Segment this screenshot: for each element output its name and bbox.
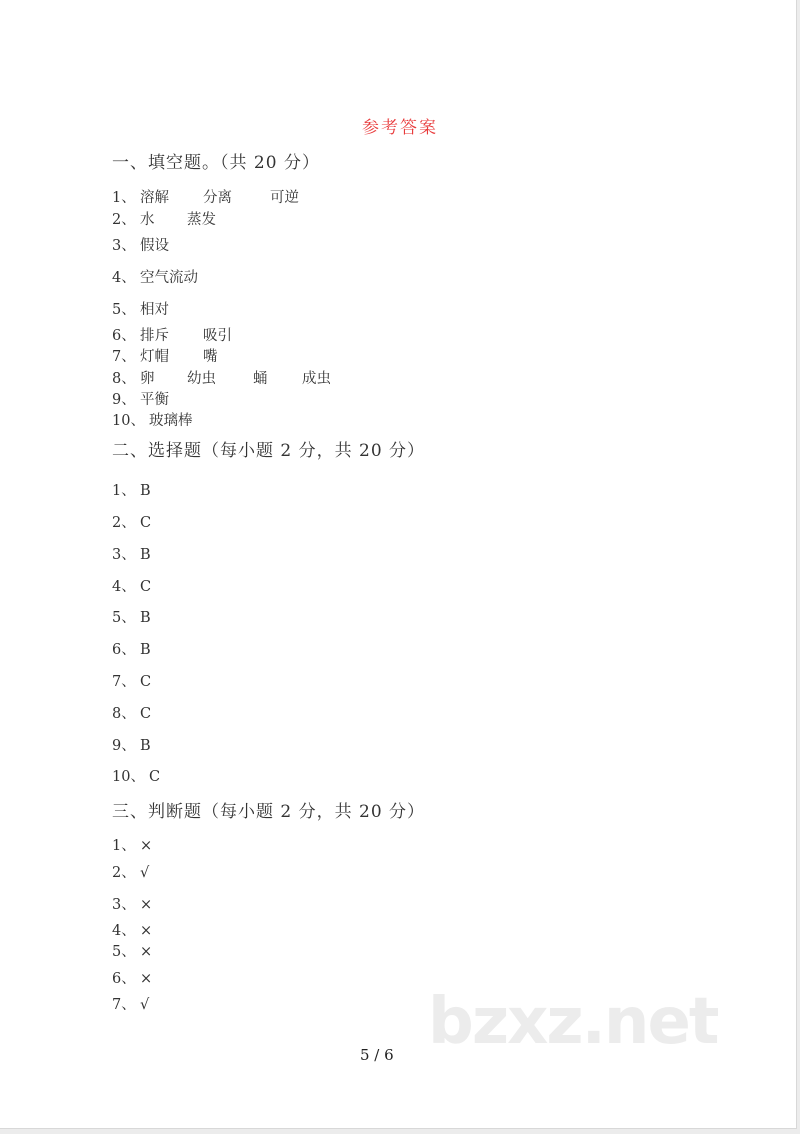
answer-item xyxy=(112,673,512,691)
item-number: 9、 xyxy=(112,392,136,408)
answer-item xyxy=(112,301,512,319)
answer-item xyxy=(112,189,512,207)
section-heading: 三、判断题（每小题 2 分，共 20 分） xyxy=(112,802,426,822)
item-number: 6、 xyxy=(112,971,136,987)
answer-text: B xyxy=(140,610,151,626)
answer-item xyxy=(112,864,512,882)
answer-item xyxy=(112,327,512,345)
answer-item xyxy=(112,546,512,564)
item-number: 7、 xyxy=(112,349,136,365)
answer-item xyxy=(112,237,512,255)
answer-text: 蛹 xyxy=(253,371,268,387)
item-number: 3、 xyxy=(112,897,136,913)
item-number: 5、 xyxy=(112,610,136,626)
answer-text: 幼虫 xyxy=(187,371,216,387)
answer-item xyxy=(112,641,512,659)
answer-text: 相对 xyxy=(140,302,169,318)
item-number: 5、 xyxy=(112,302,136,318)
item-number: 2、 xyxy=(112,515,136,531)
answer-text: 排斥 xyxy=(140,328,169,344)
answer-item xyxy=(112,768,512,786)
answer-text: C xyxy=(140,579,152,595)
section-heading: 一、填空题。（共 20 分） xyxy=(112,153,320,173)
answer-item xyxy=(112,348,512,366)
answer-item xyxy=(112,705,512,723)
answer-text: B xyxy=(140,738,151,754)
item-number: 10、 xyxy=(112,413,145,429)
answer-item xyxy=(112,837,512,855)
item-number: 8、 xyxy=(112,706,136,722)
answer-text: × xyxy=(140,838,153,854)
answer-text: × xyxy=(140,923,153,939)
answer-text: B xyxy=(140,642,151,658)
answer-text: B xyxy=(140,483,151,499)
item-number: 7、 xyxy=(112,997,136,1013)
item-number: 6、 xyxy=(112,328,136,344)
item-number: 9、 xyxy=(112,738,136,754)
item-number: 4、 xyxy=(112,270,136,286)
answer-text: 假设 xyxy=(140,238,169,254)
answer-text: C xyxy=(140,706,152,722)
answer-text: √ xyxy=(140,997,150,1013)
answer-text: 成虫 xyxy=(302,371,331,387)
answer-text: 平衡 xyxy=(140,392,169,408)
item-number: 10、 xyxy=(112,769,145,785)
answer-text: × xyxy=(140,944,153,960)
page-number: 5 / 6 xyxy=(360,1046,394,1064)
item-number: 5、 xyxy=(112,944,136,960)
answer-item xyxy=(112,269,512,287)
answer-item xyxy=(112,896,512,914)
answer-item xyxy=(112,737,512,755)
answer-text: 空气流动 xyxy=(140,270,198,286)
answer-text: 玻璃棒 xyxy=(149,413,193,429)
answer-item xyxy=(112,391,512,409)
answer-text: √ xyxy=(140,865,150,881)
answer-item xyxy=(112,922,512,940)
answer-text: × xyxy=(140,897,153,913)
answer-item xyxy=(112,211,512,229)
item-number: 4、 xyxy=(112,579,136,595)
item-number: 3、 xyxy=(112,547,136,563)
answer-item xyxy=(112,482,512,500)
item-number: 1、 xyxy=(112,190,136,206)
answer-text: 分离 xyxy=(203,190,232,206)
item-number: 8、 xyxy=(112,371,136,387)
answer-item xyxy=(112,609,512,627)
answer-item xyxy=(112,514,512,532)
item-number: 1、 xyxy=(112,483,136,499)
answer-text: C xyxy=(149,769,161,785)
item-number: 3、 xyxy=(112,238,136,254)
answer-text: 蒸发 xyxy=(187,212,216,228)
page-title: 参考答案 xyxy=(362,118,438,138)
answer-item xyxy=(112,412,512,430)
answer-text: B xyxy=(140,547,151,563)
answer-item xyxy=(112,370,512,388)
answer-text: 卵 xyxy=(140,371,155,387)
answer-item xyxy=(112,578,512,596)
answer-text: 吸引 xyxy=(203,328,232,344)
item-number: 2、 xyxy=(112,865,136,881)
item-number: 4、 xyxy=(112,923,136,939)
item-number: 6、 xyxy=(112,642,136,658)
answer-text: × xyxy=(140,971,153,987)
answer-text: C xyxy=(140,674,152,690)
section-heading: 二、选择题（每小题 2 分，共 20 分） xyxy=(112,441,426,461)
item-number: 2、 xyxy=(112,212,136,228)
answer-text: 水 xyxy=(140,212,155,228)
watermark: bzxz.net xyxy=(428,985,718,1059)
answer-text: 可逆 xyxy=(270,190,299,206)
answer-text: 嘴 xyxy=(203,349,218,365)
item-number: 7、 xyxy=(112,674,136,690)
answer-text: 溶解 xyxy=(140,190,169,206)
answer-text: C xyxy=(140,515,152,531)
answer-item xyxy=(112,943,512,961)
answer-text: 灯帽 xyxy=(140,349,169,365)
item-number: 1、 xyxy=(112,838,136,854)
